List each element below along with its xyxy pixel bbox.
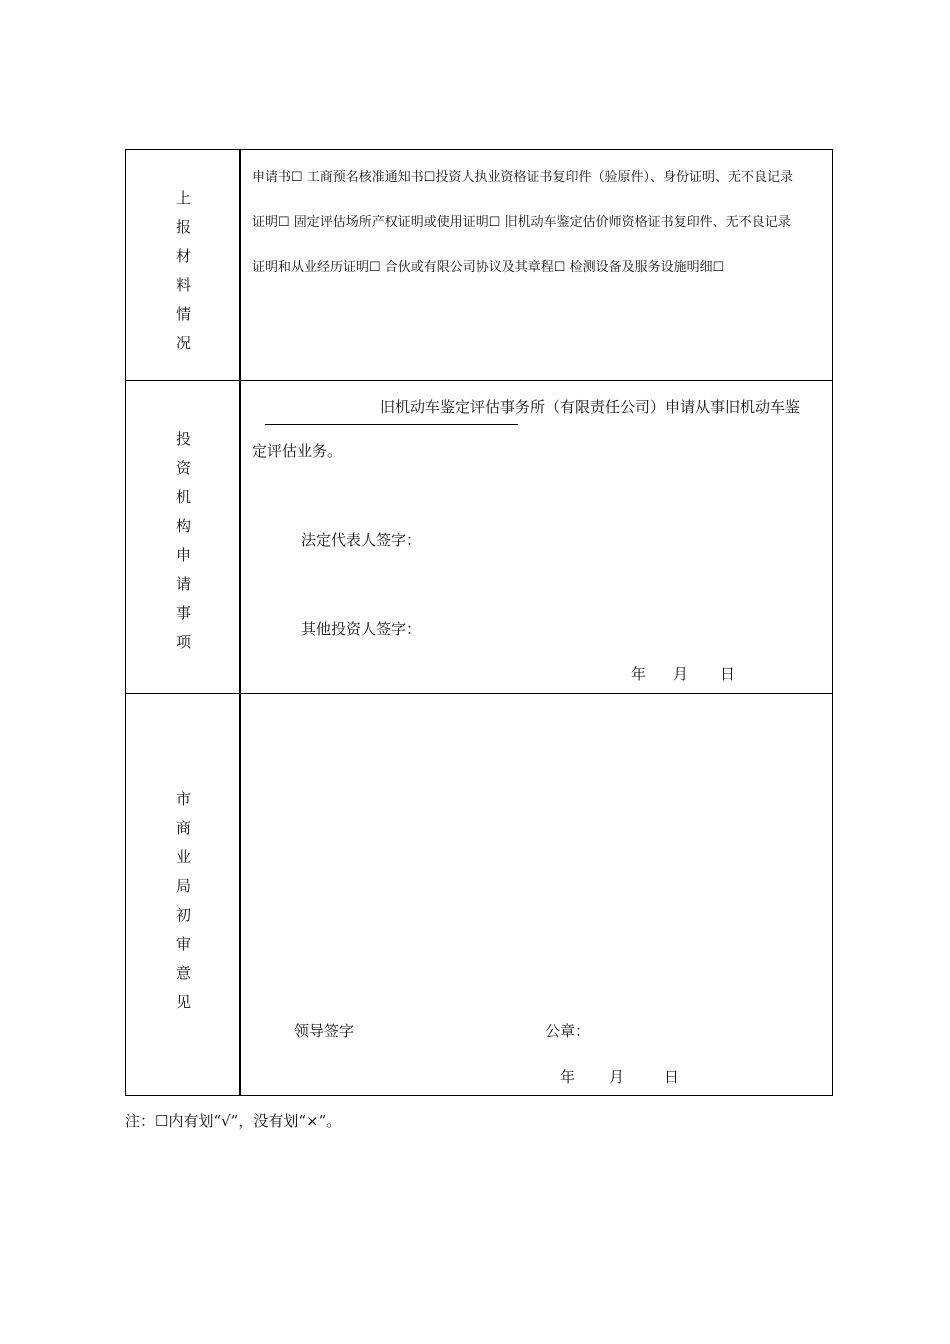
other-investors-signature-label: 其他投资人签字： [301, 620, 422, 638]
official-seal-label: 公章： [545, 1022, 591, 1040]
review-date-year: 年 [560, 1068, 576, 1086]
materials-line-1: 申请书☐ 工商预名核准通知书☐投资人执业资格证书复印件（验原件）、身份证明、无不良记录 [252, 170, 793, 185]
row-divider-2 [126, 693, 832, 694]
institution-name-blank[interactable] [265, 424, 518, 425]
materials-line-3: 证明和从业经历证明☐ 合伙或有限公司协议及其章程☐ 检测设备及服务设施明细☐ [252, 260, 725, 275]
application-form-table [125, 149, 833, 1096]
legal-representative-signature-label: 法定代表人签字： [301, 531, 422, 549]
row-divider-1 [126, 380, 832, 381]
application-date-year: 年 [631, 665, 647, 683]
review-label: 市 商 业 局 初 审 意 见 [175, 790, 191, 1011]
application-date-month: 月 [673, 665, 689, 683]
review-date-day: 日 [664, 1068, 680, 1086]
footnote: 注：☐内有划“√”，没有划“×”。 [125, 1112, 342, 1130]
leader-signature-label: 领导签字 [294, 1022, 355, 1040]
materials-line-2: 证明☐ 固定评估场所产权证明或使用证明☐ 旧机动车鉴定估价师资格证书复印件、无不良记录 [252, 215, 791, 230]
application-date-day: 日 [720, 665, 736, 683]
application-label: 投 资 机 构 申 请 事 项 [175, 430, 191, 651]
review-date-month: 月 [609, 1068, 625, 1086]
materials-label: 上 报 材 料 情 况 [175, 189, 191, 352]
application-line-2: 定评估业务。 [252, 442, 343, 460]
application-line-1: 旧机动车鉴定评估事务所（有限责任公司）申请从事旧机动车鉴 [380, 398, 801, 416]
